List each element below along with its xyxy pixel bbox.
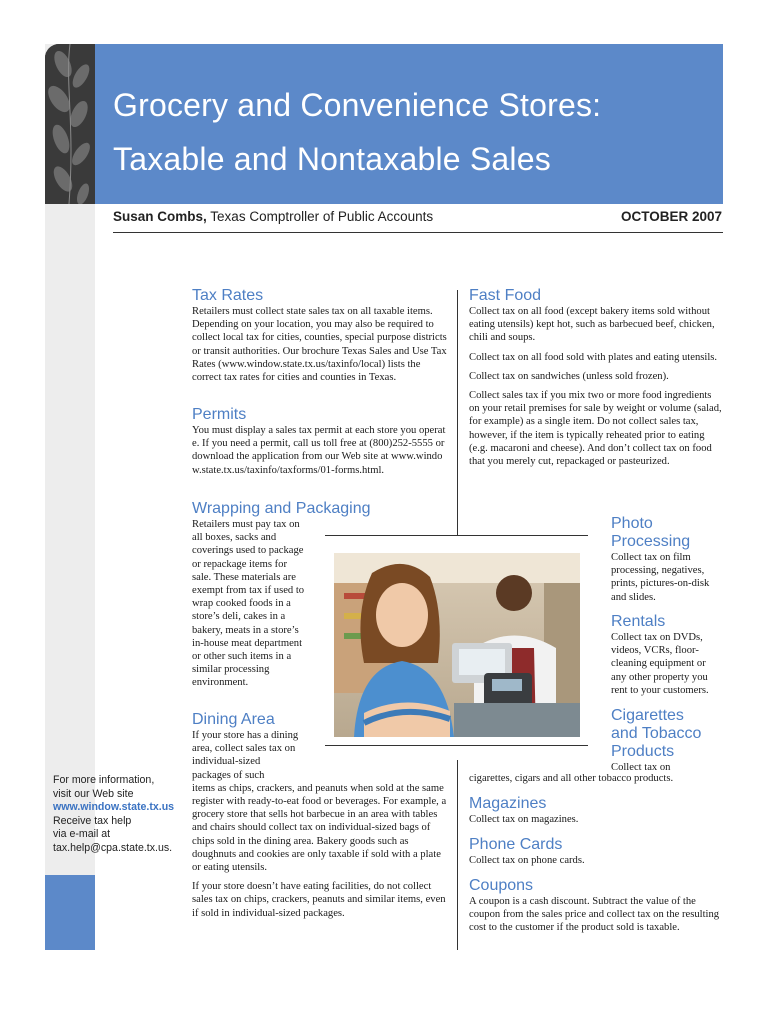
heading-photo-line-1: Photo xyxy=(611,515,653,532)
text-coupons: A coupon is a cash discount. Subtract the value of the coupon from the sales price and collect tax on the resulting cost to the customer if the product sold is taxable. xyxy=(469,896,720,934)
section-permits xyxy=(192,406,448,483)
column-divider xyxy=(457,290,458,535)
heading-cig-line-1: Cigarettes xyxy=(611,707,684,724)
heading-fast-food: Fast Food xyxy=(469,287,542,304)
section-cigarettes-cont xyxy=(469,772,723,791)
text-fast-food-2: Collect tax on all food sold with plates and eating utensils. xyxy=(469,351,718,363)
text-tax-rates: Retailers must collect state sales tax on all taxable items. Depending on your location, you may also be required to collect local tax for cities, counties, special purpose districts or transit authorities. Our brochure Texas Sales and Use Tax Rates (www.window.state.tx.us/taxinfo/local) lists the correct tax rates for cities and counties in Texas. xyxy=(192,306,447,384)
heading-photo-processing xyxy=(611,515,723,551)
text-rentals: Collect tax on DVDs, videos, VCRs, floor-cleaning equipment or any other property you rent to your customers. xyxy=(611,632,709,696)
column-divider-lower xyxy=(457,760,458,950)
text-cigarettes-rest: cigarettes, cigars and all other tobacco products. xyxy=(469,773,674,784)
section-coupons xyxy=(469,877,723,941)
text-photo-processing: Collect tax on film processing, negatives, prints, pictures-on-disk and slides. xyxy=(611,552,710,603)
contact-line-3: Receive tax help xyxy=(53,814,132,827)
heading-dining: Dining Area xyxy=(192,711,275,728)
contact-line-2: visit our Web site xyxy=(53,787,134,800)
heading-cig-line-2: and Tobacco xyxy=(611,725,702,742)
text-dining-2: If your store doesn’t have eating facilities, do not collect sales tax on chips, crackers, peanuts and similar items, even if sold in individual-sized packages. xyxy=(192,881,446,919)
header-rule xyxy=(113,232,723,233)
section-dining xyxy=(192,711,448,926)
text-phone-cards: Collect tax on phone cards. xyxy=(469,855,585,866)
text-cigarettes-top: Collect tax on xyxy=(611,762,671,773)
heading-cig-line-3: Products xyxy=(611,743,675,760)
heading-phone-cards: Phone Cards xyxy=(469,836,563,853)
heading-coupons: Coupons xyxy=(469,877,534,894)
leaf-ornament-icon xyxy=(45,44,95,204)
author-name: Susan Combs, xyxy=(113,209,207,224)
section-cigarettes xyxy=(611,707,723,774)
title-line-1: Grocery and Convenience Stores: xyxy=(113,87,602,123)
contact-info xyxy=(53,774,193,855)
title-line-2: Taxable and Nontaxable Sales xyxy=(113,141,551,177)
text-fast-food-4: Collect sales tax if you mix two or more food ingredients on your retail premises for sale by weight or volume (salad, for example) as a single item. Do not collect sales tax, however, if the item is typically reheated prior to eating (e.g. macaroni and cheese). And don’t collect tax on food that you merely cut, repackaged or pasteurized. xyxy=(469,390,722,468)
section-fast-food xyxy=(469,287,723,474)
heading-cigarettes xyxy=(611,707,723,761)
heading-wrapping: Wrapping and Packaging xyxy=(192,500,371,517)
text-dining-top: If your store has a dining area, collect sales tax on individual-sized packages of such xyxy=(192,730,299,781)
heading-permits: Permits xyxy=(192,406,247,423)
text-dining-rest: items as chips, crackers, and peanuts when sold at the same register with ready-to-eat food or beverages. For example, a grocery store that sells hot barbecue in an area with tables and chairs should collect tax on individual-sized bags of chips sold in the dining area. Bakery goods such as doughnuts and cookies are only taxable if sold with a plate or eating utensils. xyxy=(192,782,447,874)
photo-rule-bottom xyxy=(325,745,588,746)
section-magazines xyxy=(469,795,723,832)
text-fast-food-1: Collect tax on all food (except bakery items sold without eating utensils) kept hot, such as barbecued beef, chicken, chili and soups. xyxy=(469,306,715,344)
photo-rule-top xyxy=(325,535,588,536)
heading-photo-line-2: Processing xyxy=(611,533,691,550)
heading-magazines: Magazines xyxy=(469,795,547,812)
heading-rentals: Rentals xyxy=(611,613,666,630)
page-title xyxy=(113,78,713,186)
text-wrapping: Retailers must pay tax on all boxes, sacks and coverings used to package or repackage items for sale. These materials are exempt from tax if used to wrap cooked foods in a store’s deli, cakes in a bakery, meats in a store’s in-house meat department or other such items in a similar processing environment. xyxy=(192,519,305,689)
section-tax-rates xyxy=(192,287,448,390)
contact-line-1: For more information, xyxy=(53,774,155,786)
text-fast-food-3: Collect tax on sandwiches (unless sold frozen). xyxy=(469,370,669,382)
text-permits: You must display a sales tax permit at each store you operate. If you need a permit, call us toll free at (800)252-5555 or download the application from our Web site at www.window.state.tx.us/taxinfo/taxforms/01-forms.html. xyxy=(192,425,446,476)
website-link[interactable]: www.window.state.tx.us xyxy=(53,801,175,813)
contact-line-4: via e-mail at xyxy=(53,828,111,840)
section-rentals xyxy=(611,613,723,703)
store-photo xyxy=(334,553,580,737)
heading-tax-rates: Tax Rates xyxy=(192,287,264,304)
author-title: Texas Comptroller of Public Accounts xyxy=(210,209,434,224)
accent-block xyxy=(45,875,95,950)
issue-date: OCTOBER 2007 xyxy=(620,209,722,224)
email-link[interactable]: tax.help@cpa.state.tx.us. xyxy=(53,841,173,854)
text-magazines: Collect tax on magazines. xyxy=(469,814,579,825)
byline xyxy=(113,209,433,224)
section-photo-processing xyxy=(611,515,723,610)
section-phone-cards xyxy=(469,836,723,873)
